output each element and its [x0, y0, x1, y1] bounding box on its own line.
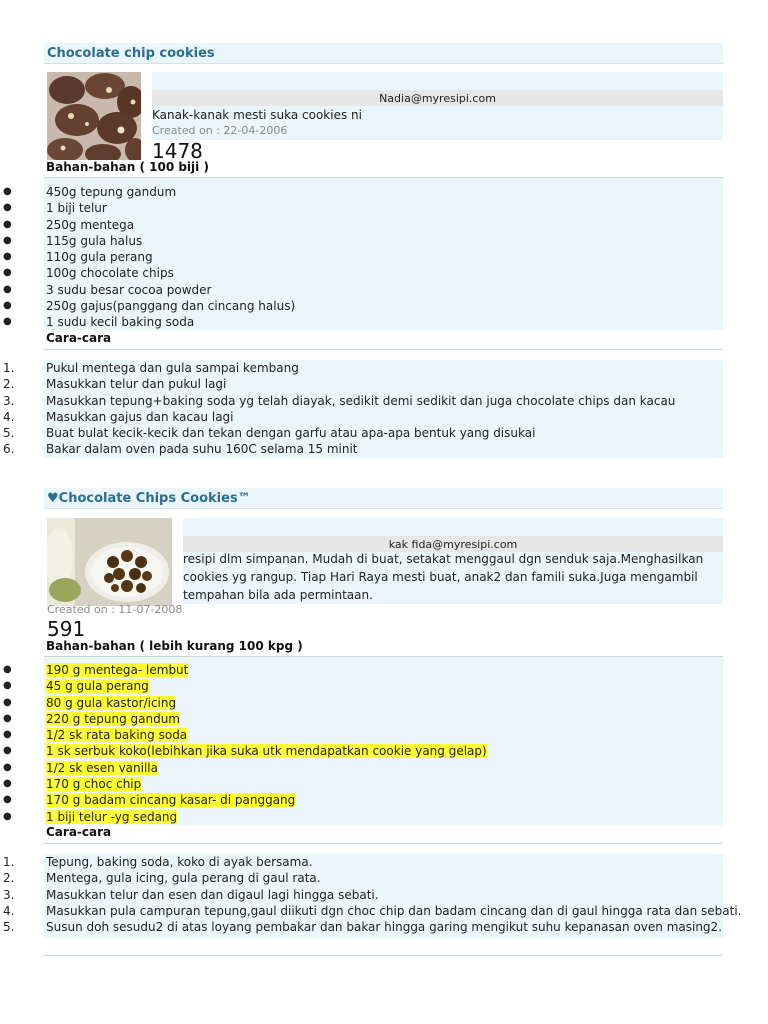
recipe-description — [183, 550, 723, 604]
ingredient-item — [0, 809, 723, 825]
bullet-icon: ● — [3, 218, 12, 230]
step-number: 1. — [3, 361, 15, 375]
ingredient-item — [0, 282, 723, 298]
bullet-icon: ● — [3, 745, 12, 757]
ingredient-text: 1/2 sk esen vanilla — [46, 760, 158, 775]
ingredient-text: 110g gula perang — [46, 250, 153, 265]
divider — [44, 955, 723, 956]
step-item — [0, 376, 723, 392]
recipe-title[interactable] — [44, 43, 723, 64]
bullet-icon: ● — [3, 778, 12, 790]
view-count: 1478 — [152, 139, 203, 163]
step-item — [0, 919, 723, 935]
step-number: 5. — [3, 920, 15, 935]
step-number: 5. — [3, 426, 15, 441]
ingredient-item — [0, 217, 723, 233]
step-number: 3. — [3, 887, 15, 902]
step-text: Masukkan tepung+baking soda yg telah diayak, sedikit demi sedikit dan juga chocolate chips dan kacau — [46, 393, 676, 408]
step-text: Masukkan pula campuran tepung,gaul diikuti dgn choc chip dan badam cincang dan di gaul hingga rata dan sebati. — [46, 903, 742, 918]
ingredients-heading: Bahan-bahan ( lebih kurang 100 kpg ) — [46, 639, 303, 653]
recipe-photo[interactable] — [47, 518, 172, 606]
steps-list — [0, 854, 742, 935]
ingredient-item — [0, 695, 723, 711]
step-number: 2. — [3, 871, 15, 886]
description-line: tempahan bila ada permintaan. — [183, 588, 373, 602]
steps-list — [0, 360, 723, 458]
ingredient-item — [0, 662, 723, 678]
divider — [44, 843, 723, 844]
step-item — [0, 409, 723, 425]
step-item — [0, 441, 723, 457]
step-item — [0, 393, 723, 409]
step-text: Masukkan telur dan pukul lagi — [46, 377, 227, 392]
ingredient-item — [0, 233, 723, 249]
bullet-icon: ● — [3, 267, 12, 279]
recipe-title-text[interactable]: Chocolate chip cookies — [47, 45, 215, 61]
bullet-icon: ● — [3, 794, 12, 806]
recipe-title-text[interactable]: ♥Chocolate Chips Cookies™ — [47, 490, 251, 506]
ingredient-text: 250g gajus(panggang dan cincang halus) — [46, 299, 296, 314]
step-number: 6. — [3, 442, 15, 457]
ingredient-text: 250g mentega — [46, 217, 135, 232]
divider — [44, 349, 723, 350]
step-number: 1. — [3, 855, 15, 869]
ingredient-item — [0, 184, 723, 200]
ingredient-text: 1/2 sk rata baking soda — [46, 728, 188, 743]
created-date: Created on : 22-04-2006 — [152, 124, 288, 137]
step-item — [0, 360, 723, 376]
bullet-icon: ● — [3, 761, 12, 773]
bullet-icon: ● — [3, 202, 12, 214]
ingredient-item — [0, 743, 723, 759]
ingredient-item — [0, 760, 723, 776]
ingredient-text: 45 g gula perang — [46, 679, 149, 694]
bullet-icon: ● — [3, 251, 12, 263]
ingredients-list — [0, 662, 723, 825]
bullet-icon: ● — [3, 664, 12, 675]
step-text: Tepung, baking soda, koko di ayak bersama. — [46, 855, 313, 869]
steps-heading: Cara-cara — [46, 331, 112, 345]
ingredient-item — [0, 727, 723, 743]
step-text: Masukkan gajus dan kacau lagi — [46, 409, 234, 424]
bullet-icon: ● — [3, 729, 12, 741]
step-item — [0, 425, 723, 441]
step-text: Pukul mentega dan gula sampai kembang — [46, 361, 299, 375]
bullet-icon: ● — [3, 712, 12, 724]
step-text: Buat bulat kecik-kecik dan tekan dengan garfu atau apa-apa bentuk yang disukai — [46, 426, 536, 441]
ingredient-item — [0, 200, 723, 216]
ingredient-text: 450g tepung gandum — [46, 185, 177, 199]
step-number: 4. — [3, 903, 15, 918]
ingredient-item — [0, 249, 723, 265]
ingredient-text: 220 g tepung gandum — [46, 711, 180, 726]
step-text: Masukkan telur dan esen dan digaul lagi hingga sebati. — [46, 887, 379, 902]
step-text: Mentega, gula icing, gula perang di gaul rata. — [46, 871, 321, 886]
step-text: Susun doh sesudu2 di atas loyang pembakar dan bakar hingga garing mengikut suhu kepanasan oven masing2. — [46, 920, 723, 935]
author-email[interactable] — [152, 90, 723, 106]
ingredient-text: 190 g mentega- lembut — [46, 663, 189, 677]
step-item — [0, 870, 723, 886]
bullet-icon: ● — [3, 300, 12, 312]
ingredient-text: 1 biji telur -yg sedang — [46, 809, 178, 824]
step-text: Bakar dalam oven pada suhu 160C selama 15 minit — [46, 442, 358, 457]
bullet-icon: ● — [3, 316, 12, 328]
ingredient-item — [0, 314, 723, 330]
recipe-description: Kanak-kanak mesti suka cookies ni — [152, 108, 362, 122]
author-email-text[interactable]: Nadia@myresipi.com — [379, 91, 496, 105]
ingredient-item — [0, 792, 723, 808]
ingredient-text: 1 sk serbuk koko(lebihkan jika suka utk mendapatkan cookie yang gelap) — [46, 744, 487, 759]
ingredient-text: 170 g badam cincang kasar- di panggang — [46, 793, 296, 808]
author-email-text[interactable]: kak fida@myresipi.com — [388, 537, 518, 551]
step-number: 2. — [3, 377, 15, 392]
recipe-photo[interactable] — [47, 72, 141, 160]
ingredient-text: 115g gula halus — [46, 233, 143, 248]
steps-heading: Cara-cara — [46, 825, 112, 839]
recipe-title[interactable] — [44, 488, 723, 509]
ingredient-item — [0, 711, 723, 727]
bullet-icon: ● — [3, 283, 12, 295]
cookie-photo-icon — [47, 518, 172, 606]
step-item — [0, 887, 723, 903]
bullet-icon: ● — [3, 234, 12, 246]
ingredient-text: 170 g choc chip — [46, 777, 142, 792]
ingredient-item — [0, 298, 723, 314]
bullet-icon: ● — [3, 696, 12, 708]
ingredient-text: 1 biji telur — [46, 201, 107, 216]
ingredient-text: 3 sudu besar cocoa powder — [46, 282, 212, 297]
step-number: 3. — [3, 393, 15, 408]
description-line: resipi dlm simpanan. Mudah di buat, setakat menggaul dgn senduk saja.Menghasilkan — [183, 552, 704, 566]
step-item — [0, 854, 723, 870]
ingredient-text: 1 sudu kecil baking soda — [46, 315, 195, 330]
step-number: 4. — [3, 409, 15, 424]
bullet-icon: ● — [3, 680, 12, 692]
ingredient-text: 100g chocolate chips — [46, 266, 174, 281]
created-date: Created on : 11-07-2008 — [47, 603, 183, 616]
ingredients-heading: Bahan-bahan ( 100 biji ) — [46, 160, 209, 174]
bullet-icon: ● — [3, 810, 12, 822]
ingredients-list — [0, 184, 723, 331]
ingredient-item — [0, 776, 723, 792]
ingredient-item — [0, 265, 723, 281]
bullet-icon: ● — [3, 186, 12, 197]
cookie-photo-icon — [47, 72, 141, 160]
description-line: cookies yg rangup. Tiap Hari Raya mesti buat, anak2 dan famili suka.Juga mengambil — [183, 570, 698, 584]
view-count: 591 — [47, 617, 86, 641]
step-item — [0, 903, 742, 919]
ingredient-item — [0, 678, 723, 694]
ingredient-text: 80 g gula kastor/icing — [46, 695, 177, 710]
